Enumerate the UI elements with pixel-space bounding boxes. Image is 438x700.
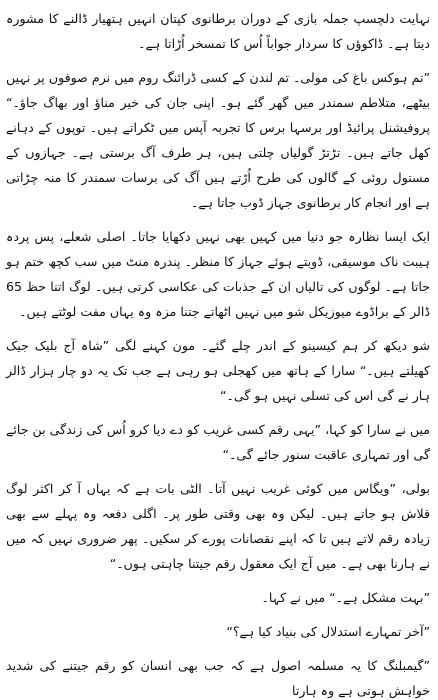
paragraph-9: ”گیمبلنگ کا یہ مسلمہ اصول ہے کہ جب بھی انسان کو رقم جیتنے کی شدید خواہش ہوتی ہے وہ ہارتا bbox=[6, 658, 430, 698]
paragraph-7: ”بہت مشکل ہے۔“ میں نے کہا۔ bbox=[261, 590, 430, 605]
paragraph-8: ”آخر تمہارے استدلال کی بنیاد کیا ہے؟“ bbox=[226, 624, 430, 639]
paragraph-5: میں نے سارا کو کہا، ”یہی رقم کسی غریب کو دے دیا کرو اُس کی زندگی بن جائے گی اور تمہاری عاقبت سنور جائے گی۔“ bbox=[6, 422, 430, 462]
paragraph-6: بولی، ”ویگاس میں کوئی غریب نہیں آتا۔ الٹی بات ہے کہ یہاں آ کر اکثر لوگ قلاش ہو جاتے ہیں۔ لیکن وہ بھی وقتی طور پر۔ اگلی دفعہ وہ پہلے سے بھی زیادہ رقم لاتے ہیں تا کہ اپنے نقصانات پورے کر سکیں۔ پھر ضروری نہیں کہ میں نے ہارنا بھی ہے۔ میں آج ایک معقول رقم جیتنا چاہتی ہوں۔“ bbox=[6, 481, 430, 571]
paragraph-2: ”تم ہوکس باغ کی مولی۔ تم لندن کے کسی ڈرائنگ روم میں نرم صوفوں پر نہیں بیٹھے، متلاطم سمندر میں گھر گئے ہو۔ اپنی جان کی خیر مناؤ اور بھاگ جاؤ۔“ پروفیشنل پرائیڈ اور برسہا برس کا تجربہ آپس میں ٹکراتے ہیں۔ توپوں کے دہانے کھل جاتے ہیں۔ تڑتڑ گولیاں چلتی ہیں، ہر طرف آگ برستی ہے۔ جہازوں کے مستول روئی کے گالوں کی طرح اُڑتے ہیں آگ کی برسات سمندر کا منہ چڑاتی ہے اور انجام کار برطانوی جہاز ڈوب جاتا ہے۔ bbox=[6, 70, 430, 210]
paragraph-4: شو دیکھ کر ہم کیسینو کے اندر چلے گئے۔ مون کہنے لگی ”شاہ آج بلیک جیک کھیلتے ہیں۔“ سارا کے ہاتھ میں کھجلی ہو رہی ہے جب تک یہ دو چار ہزار ڈالر ہار نے گی اس کی تسلی نہیں ہو گی۔“ bbox=[6, 338, 430, 403]
paragraph-3: ایک ایسا نظارہ جو دنیا میں کہیں بھی نہیں دکھایا جاتا۔ اصلی شعلے، پس پردہ ہیبت ناک موسیقی، ڈوبتے ہوئے جہاز کا منظر۔ پندرہ منٹ میں سب کچھ ختم ہو جاتا ہے۔ لوگوں کی تالیاں ان کے جذبات کی عکاسی کرتی ہیں۔ لوگ اتنا حظ 65 ڈالر کے براڈوے میوزیکل شو میں نہیں اٹھاتے جتنا مزہ وہ یہاں مفت لوٹتے ہیں۔ bbox=[6, 229, 430, 319]
paragraph-1: نہایت دلچسپ جملہ بازی کے دوران برطانوی کپتان انہیں ہتھیار ڈالنے کا مشورہ دیتا ہے۔ ڈاکوؤں کا سردار جواباً اُس کا تمسخر اُڑاتا ہے۔ bbox=[6, 11, 430, 51]
